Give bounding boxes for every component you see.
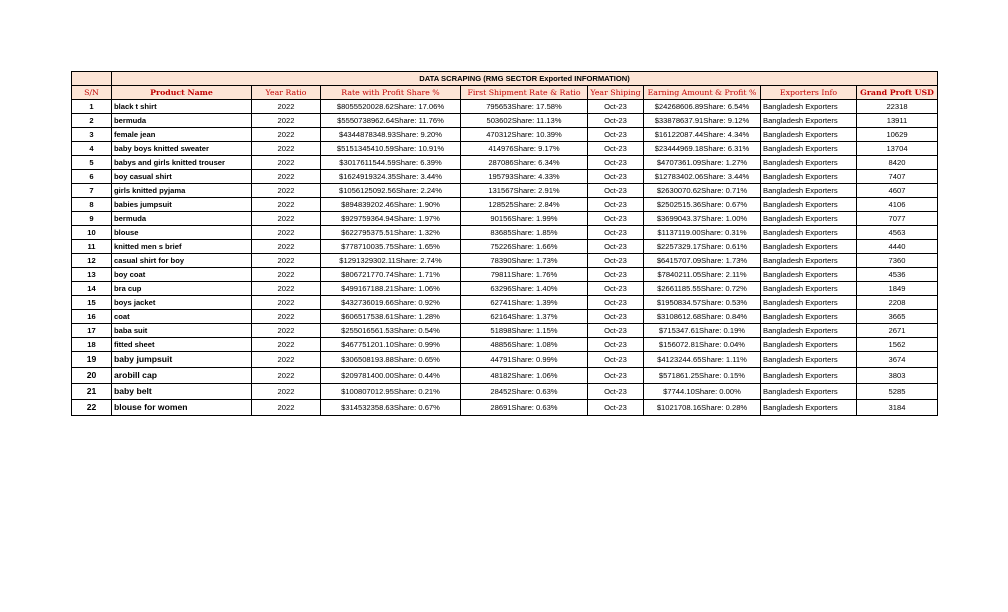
year-shiping-cell: Oct-23 <box>588 114 644 128</box>
sn-cell: 15 <box>72 296 112 310</box>
grand-profit-cell: 4563 <box>857 226 938 240</box>
year-ratio-cell: 2022 <box>252 282 321 296</box>
year-shiping-cell: Oct-23 <box>588 212 644 226</box>
earning-amount-cell: $571861.25Share: 0.15% <box>644 368 761 384</box>
first-shipment-cell: 75226Share: 1.66% <box>461 240 588 254</box>
header-grand-profit: Grand Proft USD <box>857 86 938 100</box>
sn-cell: 20 <box>72 368 112 384</box>
header-first-shipment: First Shipment Rate & Ratio <box>461 86 588 100</box>
first-shipment-cell: 48856Share: 1.08% <box>461 338 588 352</box>
title-row <box>72 72 938 86</box>
first-shipment-cell: 79811Share: 1.76% <box>461 268 588 282</box>
table-row <box>72 400 938 416</box>
sn-cell: 16 <box>72 310 112 324</box>
header-product-name: Product Name <box>112 86 252 100</box>
product-name-cell: casual shirt for boy <box>112 254 252 268</box>
table-row <box>72 324 938 338</box>
first-shipment-cell: 44791Share: 0.99% <box>461 352 588 368</box>
year-shiping-cell: Oct-23 <box>588 100 644 114</box>
earning-amount-cell: $6415707.09Share: 1.73% <box>644 254 761 268</box>
table-row <box>72 296 938 310</box>
year-shiping-cell: Oct-23 <box>588 184 644 198</box>
product-name-cell: boy casual shirt <box>112 170 252 184</box>
grand-profit-cell: 3184 <box>857 400 938 416</box>
product-name-cell: baby belt <box>112 384 252 400</box>
product-name-cell: baby jumpsuit <box>112 352 252 368</box>
exporters-info-cell: Bangladesh Exporters <box>761 324 857 338</box>
earning-amount-cell: $156072.81Share: 0.04% <box>644 338 761 352</box>
grand-profit-cell: 3674 <box>857 352 938 368</box>
year-ratio-cell: 2022 <box>252 310 321 324</box>
year-ratio-cell: 2022 <box>252 114 321 128</box>
rate-profit-cell: $306508193.88Share: 0.65% <box>321 352 461 368</box>
first-shipment-cell: 90156Share: 1.99% <box>461 212 588 226</box>
exporters-info-cell: Bangladesh Exporters <box>761 254 857 268</box>
product-name-cell: babies jumpsuit <box>112 198 252 212</box>
year-shiping-cell: Oct-23 <box>588 352 644 368</box>
table-row <box>72 114 938 128</box>
year-shiping-cell: Oct-23 <box>588 156 644 170</box>
sn-cell: 18 <box>72 338 112 352</box>
sn-cell: 8 <box>72 198 112 212</box>
year-ratio-cell: 2022 <box>252 226 321 240</box>
rate-profit-cell: $255016561.53Share: 0.54% <box>321 324 461 338</box>
header-rate-profit-share: Rate with Profit Share % <box>321 86 461 100</box>
table-row <box>72 184 938 198</box>
exporters-info-cell: Bangladesh Exporters <box>761 400 857 416</box>
table-row <box>72 100 938 114</box>
table-title: DATA SCRAPING (RMG SECTOR Exported INFORMATION) <box>112 72 938 86</box>
sn-cell: 7 <box>72 184 112 198</box>
grand-profit-cell: 4536 <box>857 268 938 282</box>
rate-profit-cell: $929759364.94Share: 1.97% <box>321 212 461 226</box>
exporters-info-cell: Bangladesh Exporters <box>761 198 857 212</box>
table-row <box>72 128 938 142</box>
grand-profit-cell: 2208 <box>857 296 938 310</box>
sn-cell: 17 <box>72 324 112 338</box>
sn-cell: 22 <box>72 400 112 416</box>
rate-profit-cell: $5550738962.64Share: 11.76% <box>321 114 461 128</box>
table-row <box>72 142 938 156</box>
exporters-info-cell: Bangladesh Exporters <box>761 212 857 226</box>
exporters-info-cell: Bangladesh Exporters <box>761 268 857 282</box>
first-shipment-cell: 503602Share: 11.13% <box>461 114 588 128</box>
sn-cell: 9 <box>72 212 112 226</box>
grand-profit-cell: 4106 <box>857 198 938 212</box>
sn-cell: 10 <box>72 226 112 240</box>
sn-cell: 2 <box>72 114 112 128</box>
rate-profit-cell: $432736019.66Share: 0.92% <box>321 296 461 310</box>
rate-profit-cell: $1291329302.11Share: 2.74% <box>321 254 461 268</box>
sn-cell: 13 <box>72 268 112 282</box>
year-ratio-cell: 2022 <box>252 254 321 268</box>
table-row <box>72 212 938 226</box>
grand-profit-cell: 10629 <box>857 128 938 142</box>
first-shipment-cell: 63296Share: 1.40% <box>461 282 588 296</box>
table-row <box>72 198 938 212</box>
year-shiping-cell: Oct-23 <box>588 296 644 310</box>
rate-profit-cell: $8055520028.62Share: 17.06% <box>321 100 461 114</box>
grand-profit-cell: 7407 <box>857 170 938 184</box>
grand-profit-cell: 2671 <box>857 324 938 338</box>
product-name-cell: boy coat <box>112 268 252 282</box>
year-ratio-cell: 2022 <box>252 212 321 226</box>
sn-cell: 4 <box>72 142 112 156</box>
earning-amount-cell: $23444969.18Share: 6.31% <box>644 142 761 156</box>
year-ratio-cell: 2022 <box>252 142 321 156</box>
year-ratio-cell: 2022 <box>252 324 321 338</box>
rate-profit-cell: $5151345410.59Share: 10.91% <box>321 142 461 156</box>
rate-profit-cell: $778710035.75Share: 1.65% <box>321 240 461 254</box>
year-ratio-cell: 2022 <box>252 240 321 254</box>
product-name-cell: baba suit <box>112 324 252 338</box>
grand-profit-cell: 4607 <box>857 184 938 198</box>
product-name-cell: bra cup <box>112 282 252 296</box>
year-shiping-cell: Oct-23 <box>588 384 644 400</box>
year-ratio-cell: 2022 <box>252 296 321 310</box>
grand-profit-cell: 5285 <box>857 384 938 400</box>
table-row <box>72 384 938 400</box>
header-row <box>72 86 938 100</box>
first-shipment-cell: 28452Share: 0.63% <box>461 384 588 400</box>
grand-profit-cell: 7360 <box>857 254 938 268</box>
year-shiping-cell: Oct-23 <box>588 128 644 142</box>
table-row <box>72 368 938 384</box>
header-sn: S/N <box>72 86 112 100</box>
title-blank-cell <box>72 72 112 86</box>
earning-amount-cell: $2502515.36Share: 0.67% <box>644 198 761 212</box>
year-shiping-cell: Oct-23 <box>588 198 644 212</box>
earning-amount-cell: $1021708.16Share: 0.28% <box>644 400 761 416</box>
exporters-info-cell: Bangladesh Exporters <box>761 384 857 400</box>
earning-amount-cell: $715347.61Share: 0.19% <box>644 324 761 338</box>
year-ratio-cell: 2022 <box>252 156 321 170</box>
first-shipment-cell: 414976Share: 9.17% <box>461 142 588 156</box>
earning-amount-cell: $2630070.62Share: 0.71% <box>644 184 761 198</box>
year-shiping-cell: Oct-23 <box>588 324 644 338</box>
header-exporters-info: Exporters Info <box>761 86 857 100</box>
rate-profit-cell: $622795375.51Share: 1.32% <box>321 226 461 240</box>
exporters-info-cell: Bangladesh Exporters <box>761 170 857 184</box>
grand-profit-cell: 3665 <box>857 310 938 324</box>
year-shiping-cell: Oct-23 <box>588 310 644 324</box>
first-shipment-cell: 62164Share: 1.37% <box>461 310 588 324</box>
product-name-cell: knitted men s brief <box>112 240 252 254</box>
year-ratio-cell: 2022 <box>252 198 321 212</box>
year-shiping-cell: Oct-23 <box>588 282 644 296</box>
year-shiping-cell: Oct-23 <box>588 368 644 384</box>
rate-profit-cell: $894839202.46Share: 1.90% <box>321 198 461 212</box>
rate-profit-cell: $499167188.21Share: 1.06% <box>321 282 461 296</box>
product-name-cell: arobill cap <box>112 368 252 384</box>
product-name-cell: girls knitted pyjama <box>112 184 252 198</box>
earning-amount-cell: $3699043.37Share: 1.00% <box>644 212 761 226</box>
first-shipment-cell: 62741Share: 1.39% <box>461 296 588 310</box>
year-ratio-cell: 2022 <box>252 368 321 384</box>
rate-profit-cell: $1056125092.56Share: 2.24% <box>321 184 461 198</box>
product-name-cell: boys jacket <box>112 296 252 310</box>
grand-profit-cell: 7077 <box>857 212 938 226</box>
year-ratio-cell: 2022 <box>252 268 321 282</box>
earning-amount-cell: $1137119.00Share: 0.31% <box>644 226 761 240</box>
product-name-cell: black t shirt <box>112 100 252 114</box>
earning-amount-cell: $2661185.55Share: 0.72% <box>644 282 761 296</box>
sn-cell: 12 <box>72 254 112 268</box>
exporters-info-cell: Bangladesh Exporters <box>761 240 857 254</box>
earning-amount-cell: $16122087.44Share: 4.34% <box>644 128 761 142</box>
exporters-info-cell: Bangladesh Exporters <box>761 114 857 128</box>
earning-amount-cell: $7840211.05Share: 2.11% <box>644 268 761 282</box>
table-row <box>72 170 938 184</box>
table-row <box>72 310 938 324</box>
sn-cell: 19 <box>72 352 112 368</box>
exporters-info-cell: Bangladesh Exporters <box>761 310 857 324</box>
earning-amount-cell: $3108612.68Share: 0.84% <box>644 310 761 324</box>
table-row <box>72 352 938 368</box>
earning-amount-cell: $1950834.57Share: 0.53% <box>644 296 761 310</box>
table-row <box>72 156 938 170</box>
product-name-cell: baby boys knitted sweater <box>112 142 252 156</box>
grand-profit-cell: 13911 <box>857 114 938 128</box>
year-ratio-cell: 2022 <box>252 100 321 114</box>
exporters-info-cell: Bangladesh Exporters <box>761 368 857 384</box>
rate-profit-cell: $4344878348.93Share: 9.20% <box>321 128 461 142</box>
exporters-info-cell: Bangladesh Exporters <box>761 338 857 352</box>
exporters-info-cell: Bangladesh Exporters <box>761 156 857 170</box>
grand-profit-cell: 22318 <box>857 100 938 114</box>
product-name-cell: female jean <box>112 128 252 142</box>
grand-profit-cell: 4440 <box>857 240 938 254</box>
exporters-info-cell: Bangladesh Exporters <box>761 142 857 156</box>
product-name-cell: babys and girls knitted trouser <box>112 156 252 170</box>
first-shipment-cell: 78390Share: 1.73% <box>461 254 588 268</box>
first-shipment-cell: 470312Share: 10.39% <box>461 128 588 142</box>
grand-profit-cell: 1849 <box>857 282 938 296</box>
earning-amount-cell: $7744.10Share: 0.00% <box>644 384 761 400</box>
earning-amount-cell: $4707361.09Share: 1.27% <box>644 156 761 170</box>
product-name-cell: coat <box>112 310 252 324</box>
grand-profit-cell: 1562 <box>857 338 938 352</box>
first-shipment-cell: 195793Share: 4.33% <box>461 170 588 184</box>
year-shiping-cell: Oct-23 <box>588 240 644 254</box>
year-ratio-cell: 2022 <box>252 170 321 184</box>
exporters-info-cell: Bangladesh Exporters <box>761 128 857 142</box>
year-ratio-cell: 2022 <box>252 384 321 400</box>
exporters-info-cell: Bangladesh Exporters <box>761 226 857 240</box>
first-shipment-cell: 795653Share: 17.58% <box>461 100 588 114</box>
sn-cell: 6 <box>72 170 112 184</box>
rate-profit-cell: $209781400.00Share: 0.44% <box>321 368 461 384</box>
year-shiping-cell: Oct-23 <box>588 142 644 156</box>
first-shipment-cell: 51898Share: 1.15% <box>461 324 588 338</box>
earning-amount-cell: $4123244.65Share: 1.11% <box>644 352 761 368</box>
grand-profit-cell: 13704 <box>857 142 938 156</box>
rate-profit-cell: $467751201.10Share: 0.99% <box>321 338 461 352</box>
sn-cell: 5 <box>72 156 112 170</box>
product-name-cell: fitted sheet <box>112 338 252 352</box>
rate-profit-cell: $3017611544.59Share: 6.39% <box>321 156 461 170</box>
header-year-shiping: Year Shiping <box>588 86 644 100</box>
sn-cell: 21 <box>72 384 112 400</box>
rate-profit-cell: $1624919324.35Share: 3.44% <box>321 170 461 184</box>
product-name-cell: blouse for women <box>112 400 252 416</box>
data-table <box>71 71 938 416</box>
earning-amount-cell: $33878637.91Share: 9.12% <box>644 114 761 128</box>
first-shipment-cell: 287086Share: 6.34% <box>461 156 588 170</box>
year-shiping-cell: Oct-23 <box>588 400 644 416</box>
year-ratio-cell: 2022 <box>252 184 321 198</box>
table-row <box>72 254 938 268</box>
year-ratio-cell: 2022 <box>252 400 321 416</box>
sn-cell: 14 <box>72 282 112 296</box>
first-shipment-cell: 128525Share: 2.84% <box>461 198 588 212</box>
table-row <box>72 338 938 352</box>
rate-profit-cell: $314532358.63Share: 0.67% <box>321 400 461 416</box>
sn-cell: 3 <box>72 128 112 142</box>
grand-profit-cell: 3803 <box>857 368 938 384</box>
header-earning-amount: Earning Amount & Profit % <box>644 86 761 100</box>
table-row <box>72 226 938 240</box>
header-year-ratio: Year Ratio <box>252 86 321 100</box>
table-row <box>72 240 938 254</box>
first-shipment-cell: 28691Share: 0.63% <box>461 400 588 416</box>
product-name-cell: bermuda <box>112 114 252 128</box>
sn-cell: 11 <box>72 240 112 254</box>
exporters-info-cell: Bangladesh Exporters <box>761 184 857 198</box>
year-shiping-cell: Oct-23 <box>588 338 644 352</box>
year-shiping-cell: Oct-23 <box>588 170 644 184</box>
exporters-info-cell: Bangladesh Exporters <box>761 352 857 368</box>
earning-amount-cell: $2257329.17Share: 0.61% <box>644 240 761 254</box>
year-shiping-cell: Oct-23 <box>588 254 644 268</box>
rate-profit-cell: $606517538.61Share: 1.28% <box>321 310 461 324</box>
earning-amount-cell: $24268606.89Share: 6.54% <box>644 100 761 114</box>
table-row <box>72 282 938 296</box>
table-row <box>72 268 938 282</box>
rate-profit-cell: $806721770.74Share: 1.71% <box>321 268 461 282</box>
first-shipment-cell: 48182Share: 1.06% <box>461 368 588 384</box>
year-shiping-cell: Oct-23 <box>588 268 644 282</box>
product-name-cell: blouse <box>112 226 252 240</box>
exporters-info-cell: Bangladesh Exporters <box>761 100 857 114</box>
sn-cell: 1 <box>72 100 112 114</box>
earning-amount-cell: $12783402.06Share: 3.44% <box>644 170 761 184</box>
product-name-cell: bermuda <box>112 212 252 226</box>
year-ratio-cell: 2022 <box>252 352 321 368</box>
rate-profit-cell: $100807012.95Share: 0.21% <box>321 384 461 400</box>
exporters-info-cell: Bangladesh Exporters <box>761 282 857 296</box>
first-shipment-cell: 83685Share: 1.85% <box>461 226 588 240</box>
first-shipment-cell: 131567Share: 2.91% <box>461 184 588 198</box>
year-shiping-cell: Oct-23 <box>588 226 644 240</box>
year-ratio-cell: 2022 <box>252 338 321 352</box>
exporters-info-cell: Bangladesh Exporters <box>761 296 857 310</box>
year-ratio-cell: 2022 <box>252 128 321 142</box>
grand-profit-cell: 8420 <box>857 156 938 170</box>
